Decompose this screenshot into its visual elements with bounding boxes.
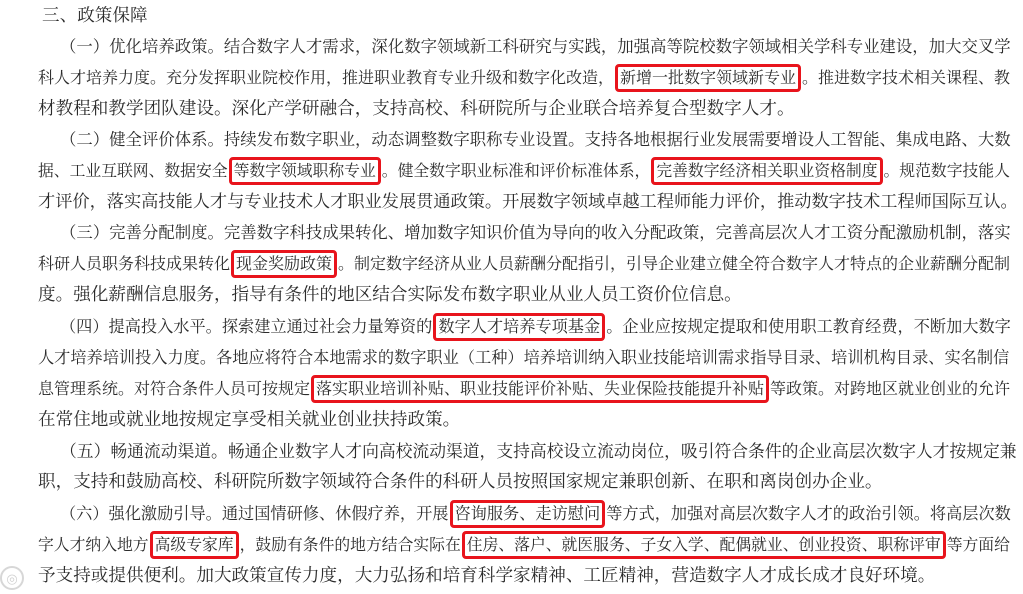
highlight-title-majors: 等数字领域职称专业: [229, 157, 381, 185]
paragraph-2-line-1: （二）健全评价体系。持续发布数字职业，动态调整数字职称专业设置。支持各地根据行业发展需要增设人工智能、集成电路、大数: [60, 130, 1011, 149]
highlight-new-majors: 新增一批数字领域新专业: [615, 64, 801, 92]
paragraph-4-line-3: 息管理系统。对符合条件人员可按规定 落实职业培训补贴、职业技能评价补贴、失业保险技能提升补贴 等政策。对跨地区就业创业的允许: [38, 375, 1010, 403]
paragraph-2-line-3: 才评价，落实高技能人才与专业技术人才职业发展贯通政策。开展数字领域卓越工程师能力评价，推动数字技术工程师国际互认。: [38, 192, 1018, 212]
paragraph-6-line-2: 字人才纳入地方 高级专家库 ，鼓励有条件的地方结合实际在 住房、落户、就医服务、子女入学、配偶就业、创业投资、职称评审 等方面给: [38, 531, 1010, 559]
paragraph-6-line-3: 予支持或提供便利。加大政策宣传力度，大力弘扬和培育科学家精神、工匠精神，营造数字人才成长成才良好环境。: [38, 566, 936, 586]
watermark-logo-icon: ◎: [0, 566, 24, 590]
paragraph-5-line-1: （五）畅通流动渠道。畅通企业数字人才向高校流动渠道，支持高校设立流动岗位，吸引符合条件的企业高层次数字人才按规定兼: [60, 441, 1017, 461]
paragraph-3-line-1: （三）完善分配制度。完善数字科技成果转化、增加数字知识价值为导向的收入分配政策，完善高层次人才工资分配激励机制，落实: [60, 223, 1011, 242]
paragraph-1-line-3: 材教程和教学团队建设。深化产学研融合，支持高校、科研院所与企业联合培养复合型数字人才。: [38, 99, 795, 119]
highlight-expert-pool: 高级专家库: [150, 531, 239, 559]
paragraph-1-line-1: （一）优化培养政策。结合数字人才需求，深化数字领域新工科研究与实践，加强高等院校数字领域相关学科专业建设，加大交叉学: [60, 37, 1011, 56]
highlight-consulting-visits: 咨询服务、走访慰问: [450, 500, 606, 528]
section-title: 三、政策保障: [42, 6, 148, 26]
paragraph-4-line-2: 人才培养培训投入力度。各地应将符合本地需求的数字职业（工种）培养培训纳入职业技能培训需求指导目录、培训机构目录、实名制信: [38, 348, 1010, 367]
paragraph-4-line-4: 在常住地或就业地按规定享受相关就业创业扶持政策。: [38, 410, 461, 430]
paragraph-6-line-1: （六）强化激励引导。通过国情研修、休假疗养，开展 咨询服务、走访慰问 等方式，加强对高层次数字人才的政治引领。将高层次数: [60, 500, 1011, 528]
highlight-cash-reward: 现金奖励政策: [231, 250, 337, 278]
paragraph-3-line-3: 度。强化薪酬信息服务，指导有条件的地区结合实际发布数字职业从业人员工资价位信息。: [38, 285, 742, 305]
paragraph-4-line-1: （四）提高投入水平。探索建立通过社会力量筹资的 数字人才培养专项基金 。企业应按规定提取和使用职工教育经费，不断加大数字: [60, 313, 1011, 341]
highlight-special-fund: 数字人才培养专项基金: [433, 313, 605, 341]
paragraph-3-line-2: 科研人员职务科技成果转化 现金奖励政策 。制定数字经济从业人员薪酬分配指引，引导企业建立健全符合数字人才特点的企业薪酬分配制: [38, 250, 1010, 278]
highlight-qualification-system: 完善数字经济相关职业资格制度: [651, 157, 882, 185]
paragraph-2-line-2: 据、工业互联网、数据安全 等数字领域职称专业 。健全数字职业标准和评价标准体系， 完善数字经济相关职业资格制度 。规范数字技能人: [38, 157, 1010, 185]
highlight-support-measures: 住房、落户、就医服务、子女入学、配偶就业、创业投资、职称评审: [462, 531, 946, 559]
highlight-subsidies: 落实职业培训补贴、职业技能评价补贴、失业保险技能提升补贴: [311, 375, 769, 403]
paragraph-5-line-2: 职，支持和鼓励高校、科研院所数字领域符合条件的科研人员按照国家规定兼职创新、在职和离岗创办企业。: [38, 472, 883, 492]
paragraph-1-line-2: 科人才培养力度。充分发挥职业院校作用，推进职业教育专业升级和数字化改造， 新增一批数字领域新专业 。推进数字技术相关课程、教: [38, 64, 1010, 92]
